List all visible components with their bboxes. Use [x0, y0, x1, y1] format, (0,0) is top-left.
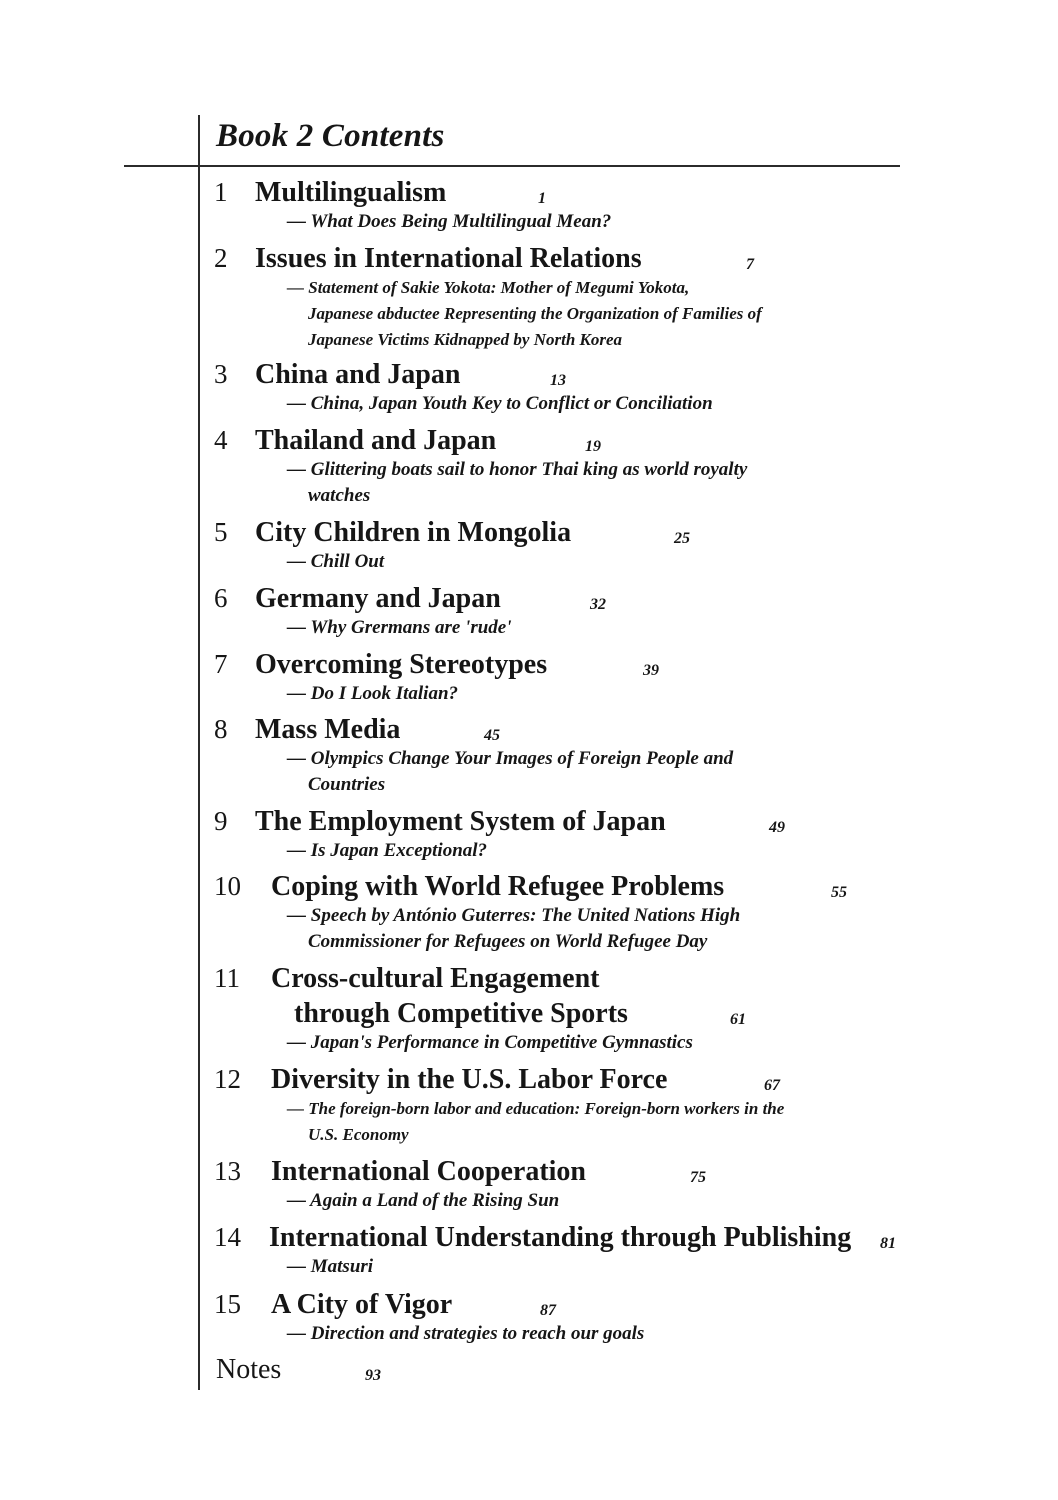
chapter-number: 4 — [214, 425, 228, 455]
page-number: 93 — [365, 1367, 381, 1384]
chapter-number: 15 — [214, 1289, 241, 1319]
toc-entry[interactable] — [0, 516, 1058, 575]
chapter-number: 11 — [214, 963, 240, 993]
chapter-title: Diversity in the U.S. Labor Force — [271, 1064, 668, 1095]
toc-entry[interactable] — [0, 1221, 1058, 1280]
subtitle-line: — Again a Land of the Rising Sun — [287, 1190, 560, 1211]
toc-entry-heading — [0, 176, 1058, 209]
toc-entry[interactable] — [0, 648, 1058, 707]
toc-entry-heading — [0, 713, 1058, 746]
chapter-number: 13 — [214, 1156, 241, 1186]
page-number: 67 — [764, 1077, 780, 1094]
chapter-title: Cross-cultural Engagement — [271, 963, 600, 994]
chapter-subtitle — [287, 1321, 1058, 1347]
page-number: 39 — [643, 662, 659, 679]
chapter-subtitle — [287, 549, 1058, 575]
toc-entry[interactable] — [0, 358, 1058, 417]
toc-entry-heading — [0, 1221, 1058, 1254]
toc-entry[interactable] — [0, 870, 1058, 955]
chapter-number: 8 — [214, 714, 228, 744]
chapter-number: 5 — [214, 517, 228, 547]
page-number: 13 — [550, 372, 566, 389]
page-number: 61 — [730, 1011, 746, 1028]
toc-entry-heading — [0, 648, 1058, 681]
page-number: 55 — [831, 884, 847, 901]
toc-entry[interactable] — [0, 805, 1058, 864]
chapter-subtitle — [287, 838, 1058, 864]
toc-entry[interactable] — [0, 176, 1058, 235]
chapter-subtitle — [287, 457, 1058, 509]
subtitle-line: — Japan's Performance in Competitive Gymnastics — [287, 1032, 693, 1053]
toc-entry[interactable] — [0, 1155, 1058, 1214]
subtitle-line: — Chill Out — [287, 551, 385, 572]
page-number: 75 — [690, 1169, 706, 1186]
chapter-title: Germany and Japan — [255, 583, 501, 614]
toc-entry[interactable] — [0, 1288, 1058, 1347]
toc-entry-heading — [0, 1155, 1058, 1188]
subtitle-line: — China, Japan Youth Key to Conflict or Conciliation — [287, 393, 713, 414]
chapter-title: International Understanding through Publishing — [269, 1222, 852, 1253]
chapter-title: City Children in Mongolia — [255, 517, 572, 548]
chapter-subtitle — [287, 391, 1058, 417]
chapter-title: Coping with World Refugee Problems — [271, 871, 725, 902]
subtitle-line: — Do I Look Italian? — [287, 683, 459, 704]
toc-entry-heading — [0, 1288, 1058, 1321]
chapter-subtitle — [287, 681, 1058, 707]
chapter-title: Mass Media — [255, 714, 401, 745]
toc-entry-heading — [0, 805, 1058, 838]
subtitle-line: — Matsuri — [287, 1256, 374, 1277]
subtitle-line: — Speech by António Guterres: The United Nations High — [287, 905, 741, 926]
page-number: 87 — [540, 1302, 556, 1319]
chapter-title: Thailand and Japan — [255, 425, 497, 456]
chapter-number: 10 — [214, 871, 241, 901]
toc-entry-heading — [0, 424, 1058, 457]
toc-entry[interactable] — [0, 962, 1058, 1056]
subtitle-line: — What Does Being Multilingual Mean? — [287, 211, 612, 232]
page-number: 1 — [538, 190, 546, 207]
chapter-number: 7 — [214, 649, 228, 679]
toc-entry-heading — [0, 358, 1058, 391]
chapter-title: International Cooperation — [271, 1156, 586, 1187]
notes-entry[interactable] — [0, 1353, 1058, 1386]
chapter-title: Multilingualism — [255, 177, 447, 208]
toc-entry-heading — [0, 962, 1058, 1030]
subtitle-line: Countries — [308, 774, 386, 795]
subtitle-line: — Is Japan Exceptional? — [287, 840, 488, 861]
page-number: 45 — [484, 727, 500, 744]
chapter-subtitle — [287, 615, 1058, 641]
page-number: 7 — [746, 256, 754, 273]
toc-entry[interactable] — [0, 424, 1058, 509]
subtitle-line: — The foreign-born labor and education: Foreign-born workers in the — [287, 1099, 785, 1118]
toc-entry-heading — [0, 582, 1058, 615]
notes-heading — [0, 1353, 1058, 1386]
page-title: Book 2 Contents — [216, 118, 445, 154]
subtitle-line: — Glittering boats sail to honor Thai king as world royalty — [287, 459, 748, 480]
chapter-title: Issues in International Relations — [255, 243, 642, 274]
chapter-title: Overcoming Stereotypes — [255, 649, 548, 680]
chapter-number: 1 — [214, 177, 228, 207]
chapter-title-continued: through Competitive Sports — [294, 998, 628, 1029]
subtitle-line: U.S. Economy — [308, 1125, 409, 1144]
toc-entry[interactable] — [0, 713, 1058, 798]
toc-entry[interactable] — [0, 582, 1058, 641]
subtitle-line: — Olympics Change Your Images of Foreign People and — [287, 748, 734, 769]
chapter-title: A City of Vigor — [271, 1289, 453, 1320]
chapter-number: 14 — [214, 1222, 241, 1252]
toc-entry[interactable] — [0, 1063, 1058, 1148]
page-number: 81 — [880, 1235, 896, 1252]
chapter-number: 12 — [214, 1064, 241, 1094]
subtitle-line: — Statement of Sakie Yokota: Mother of Megumi Yokota, — [287, 278, 690, 297]
subtitle-line: — Direction and strategies to reach our goals — [287, 1323, 645, 1344]
toc-entry-heading — [0, 242, 1058, 275]
chapter-subtitle — [287, 903, 1058, 955]
chapter-subtitle — [287, 1096, 1058, 1148]
page-number: 32 — [590, 596, 606, 613]
subtitle-line: Japanese Victims Kidnapped by North Korea — [308, 330, 623, 349]
chapter-subtitle — [287, 275, 1058, 353]
chapter-title: China and Japan — [255, 359, 461, 390]
toc-entry-heading — [0, 1063, 1058, 1096]
chapter-subtitle — [287, 1188, 1058, 1214]
subtitle-line: watches — [308, 485, 371, 506]
toc-entry-heading — [0, 870, 1058, 903]
toc-entry-heading — [0, 516, 1058, 549]
chapter-subtitle — [287, 1030, 1058, 1056]
toc-entry[interactable] — [0, 242, 1058, 353]
chapter-number: 6 — [214, 583, 228, 613]
page-number: 19 — [585, 438, 601, 455]
chapter-title: The Employment System of Japan — [255, 806, 666, 837]
chapter-number: 9 — [214, 806, 228, 836]
page-number: 49 — [769, 819, 785, 836]
chapter-subtitle — [287, 209, 1058, 235]
chapter-subtitle — [287, 1254, 1058, 1280]
chapter-number: 2 — [214, 243, 228, 273]
subtitle-line: Commissioner for Refugees on World Refugee Day — [308, 931, 708, 952]
subtitle-line: Japanese abductee Representing the Organization of Families of — [308, 304, 762, 323]
chapter-number: 3 — [214, 359, 228, 389]
notes-label: Notes — [216, 1354, 282, 1385]
chapter-subtitle — [287, 746, 1058, 798]
subtitle-line: — Why Grermans are 'rude' — [287, 617, 512, 638]
page-number: 25 — [674, 530, 690, 547]
